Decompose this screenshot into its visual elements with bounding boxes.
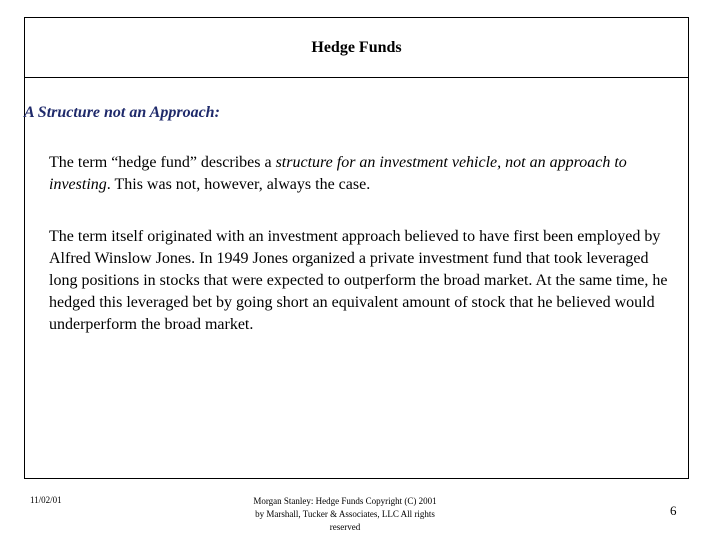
paragraph-structure (49, 152, 669, 196)
title-bar (25, 18, 688, 78)
paragraph1-after: . This was not, however, always the case. (106, 176, 371, 193)
paragraph-origin: The term itself originated with an investment approach believed to have first been employed by Alfred Winslow Jones. In 1949 Jones organized a private investment fund that took leveraged long positions in stocks that were expected to outperform the broad market. At the same time, he hedged this leveraged bet by going short an equivalent amount of stock that he believed would underperform the broad market. (49, 228, 668, 333)
section-subtitle: A Structure not an Approach: (24, 104, 220, 121)
footer-copyright-line3: reserved (329, 522, 361, 532)
page-number: 6 (670, 503, 677, 518)
paragraph1-emphasis: structure for an investment vehicle, not an approach to investing (49, 154, 627, 193)
footer-copyright-line2: by Marshall, Tucker & Associates, LLC All rights (255, 509, 435, 519)
slide-title: Hedge Funds (311, 38, 402, 56)
paragraph1-before: The term “hedge fund” describes a (49, 154, 276, 171)
footer-copyright (220, 495, 470, 534)
footer-date: 11/02/01 (30, 495, 62, 505)
footer-copyright-line1: Morgan Stanley: Hedge Funds Copyright (C) 2001 (253, 496, 437, 506)
